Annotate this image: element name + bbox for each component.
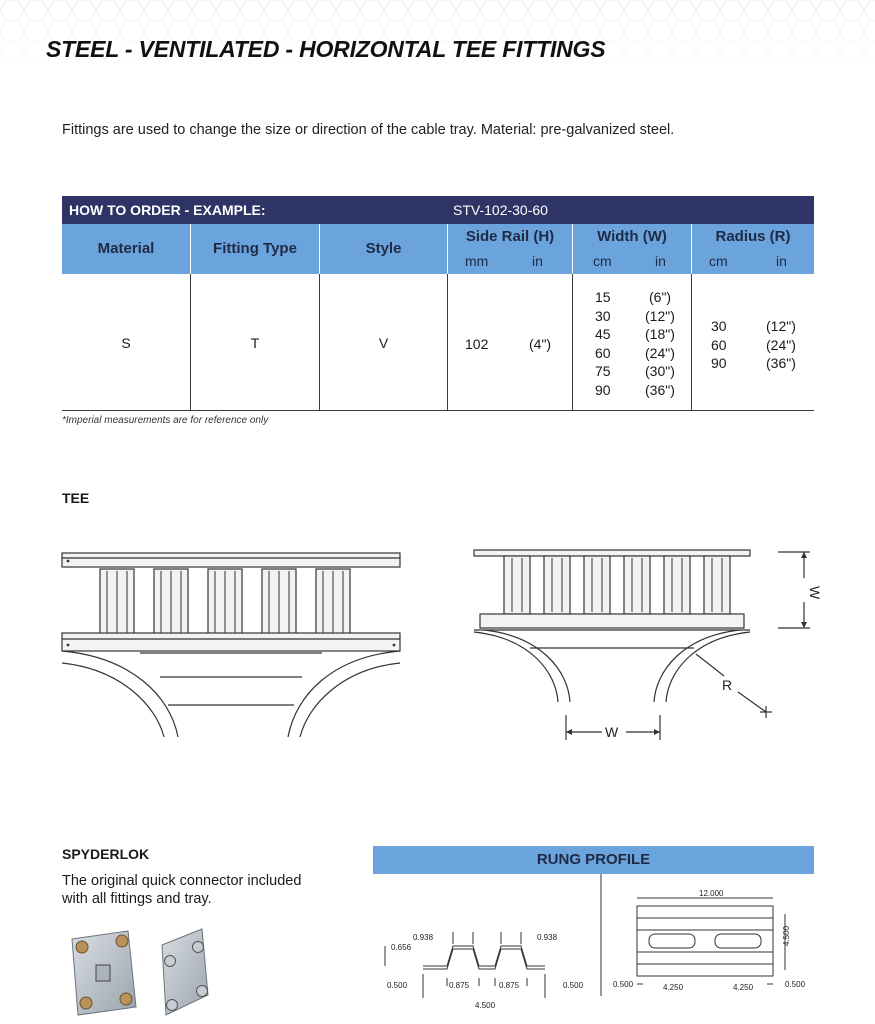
dim-left-0: 0.938 <box>413 933 434 942</box>
how-to-order-label: HOW TO ORDER - EXAMPLE: <box>69 202 266 218</box>
spyderlok-label: SPYDERLOK <box>62 846 150 862</box>
width-cm-item: 75 <box>595 363 611 379</box>
dim-left-4: 0.875 <box>449 981 470 990</box>
col-material-label: Material <box>97 240 155 257</box>
tee-dim-r: R <box>722 677 733 693</box>
col-fitting-type <box>191 224 320 274</box>
width-cm-item: 60 <box>595 344 611 361</box>
col-radius <box>692 224 814 274</box>
cell-style <box>320 274 448 411</box>
col-side-rail-unit-mm: mm <box>465 253 489 269</box>
width-in-list <box>645 288 675 399</box>
dim-right-5: 0.500 <box>785 980 806 989</box>
dim-left-5: 0.875 <box>499 981 520 990</box>
col-side-rail-label: Side Rail (H) <box>465 228 555 245</box>
tee-perspective-drawing <box>60 545 405 745</box>
order-table-header-bar <box>62 196 814 224</box>
dim-right-4: 4.250 <box>733 983 754 992</box>
radius-cm-list <box>711 317 727 373</box>
example-code: STV-102-30-60 <box>453 202 548 218</box>
side-rail-in-value: (4") <box>529 336 552 352</box>
radius-in-item: (12") <box>766 318 796 334</box>
dim-left-6: 0.500 <box>563 981 584 990</box>
width-in-item: (12") <box>645 307 675 324</box>
cell-width <box>573 274 692 411</box>
width-cm-item: 30 <box>595 307 611 324</box>
imperial-note: *Imperial measurements are for reference only <box>62 415 269 426</box>
width-cm-item: 45 <box>595 326 611 342</box>
fitting-type-value: T <box>250 335 260 351</box>
spyderlok-connector-image <box>66 925 226 1020</box>
col-radius-label: Radius (R) <box>715 228 791 245</box>
cell-side-rail <box>448 274 573 411</box>
width-in-item: (18") <box>645 326 675 342</box>
order-table-column-headers <box>62 224 814 274</box>
page-title: STEEL - VENTILATED - HORIZONTAL TEE FITTINGS <box>46 36 606 62</box>
radius-cm-item: 30 <box>711 318 727 334</box>
dim-right-2: 0.500 <box>613 980 634 989</box>
col-style-label: Style <box>365 240 402 257</box>
rung-profile-drawings <box>373 874 814 1010</box>
dim-left-2: 0.938 <box>537 933 558 942</box>
tee-dim-w-right: W <box>807 586 823 600</box>
cell-material <box>62 274 191 411</box>
width-in-item: (24") <box>645 344 675 361</box>
width-in-item: (36") <box>645 381 675 398</box>
rung-profile-panel <box>373 846 814 1010</box>
col-material <box>62 224 191 274</box>
col-width-unit-in: in <box>655 253 666 269</box>
dim-right-1: 4.500 <box>782 925 791 946</box>
intro-text: Fittings are used to change the size or direction of the cable tray. Material: pre-galvanized steel. <box>62 122 675 138</box>
order-table <box>62 196 814 411</box>
col-radius-unit-cm: cm <box>709 253 728 269</box>
width-cm-list <box>595 288 611 399</box>
col-fitting-type-label: Fitting Type <box>213 240 297 257</box>
dim-right-3: 4.250 <box>663 983 684 992</box>
cell-fitting-type <box>191 274 320 411</box>
col-width-label: Width (W) <box>597 228 667 245</box>
radius-cm-item: 60 <box>711 336 727 353</box>
cell-radius <box>692 274 814 411</box>
col-width-unit-cm: cm <box>593 253 612 269</box>
radius-in-list <box>766 317 796 373</box>
width-cm-item: 15 <box>595 289 611 305</box>
width-in-item: (30") <box>645 363 675 379</box>
tee-dim-w-bottom: W <box>605 724 619 740</box>
side-rail-mm-value: 102 <box>465 336 489 352</box>
order-table-body <box>62 274 814 411</box>
radius-cm-item: 90 <box>711 355 727 371</box>
width-cm-item: 90 <box>595 381 611 398</box>
dim-left-7: 4.500 <box>475 1001 496 1010</box>
dim-left-3: 0.500 <box>387 981 408 990</box>
dim-right-0: 12.000 <box>699 889 724 898</box>
spyderlok-description: The original quick connector included with all fittings and tray. <box>62 873 302 907</box>
rung-profile-title: RUNG PROFILE <box>373 846 814 874</box>
width-in-item: (6") <box>649 289 672 305</box>
tee-section-label: TEE <box>62 490 90 506</box>
col-style <box>320 224 448 274</box>
tee-plan-drawing <box>470 540 823 750</box>
col-width <box>573 224 692 274</box>
col-side-rail-unit-in: in <box>532 253 543 269</box>
material-value: S <box>121 335 131 351</box>
style-value: V <box>378 335 389 351</box>
dim-left-1: 0.656 <box>391 943 412 952</box>
col-radius-unit-in: in <box>776 253 787 269</box>
col-side-rail <box>448 224 573 274</box>
radius-in-item: (36") <box>766 355 796 371</box>
radius-in-item: (24") <box>766 336 796 353</box>
